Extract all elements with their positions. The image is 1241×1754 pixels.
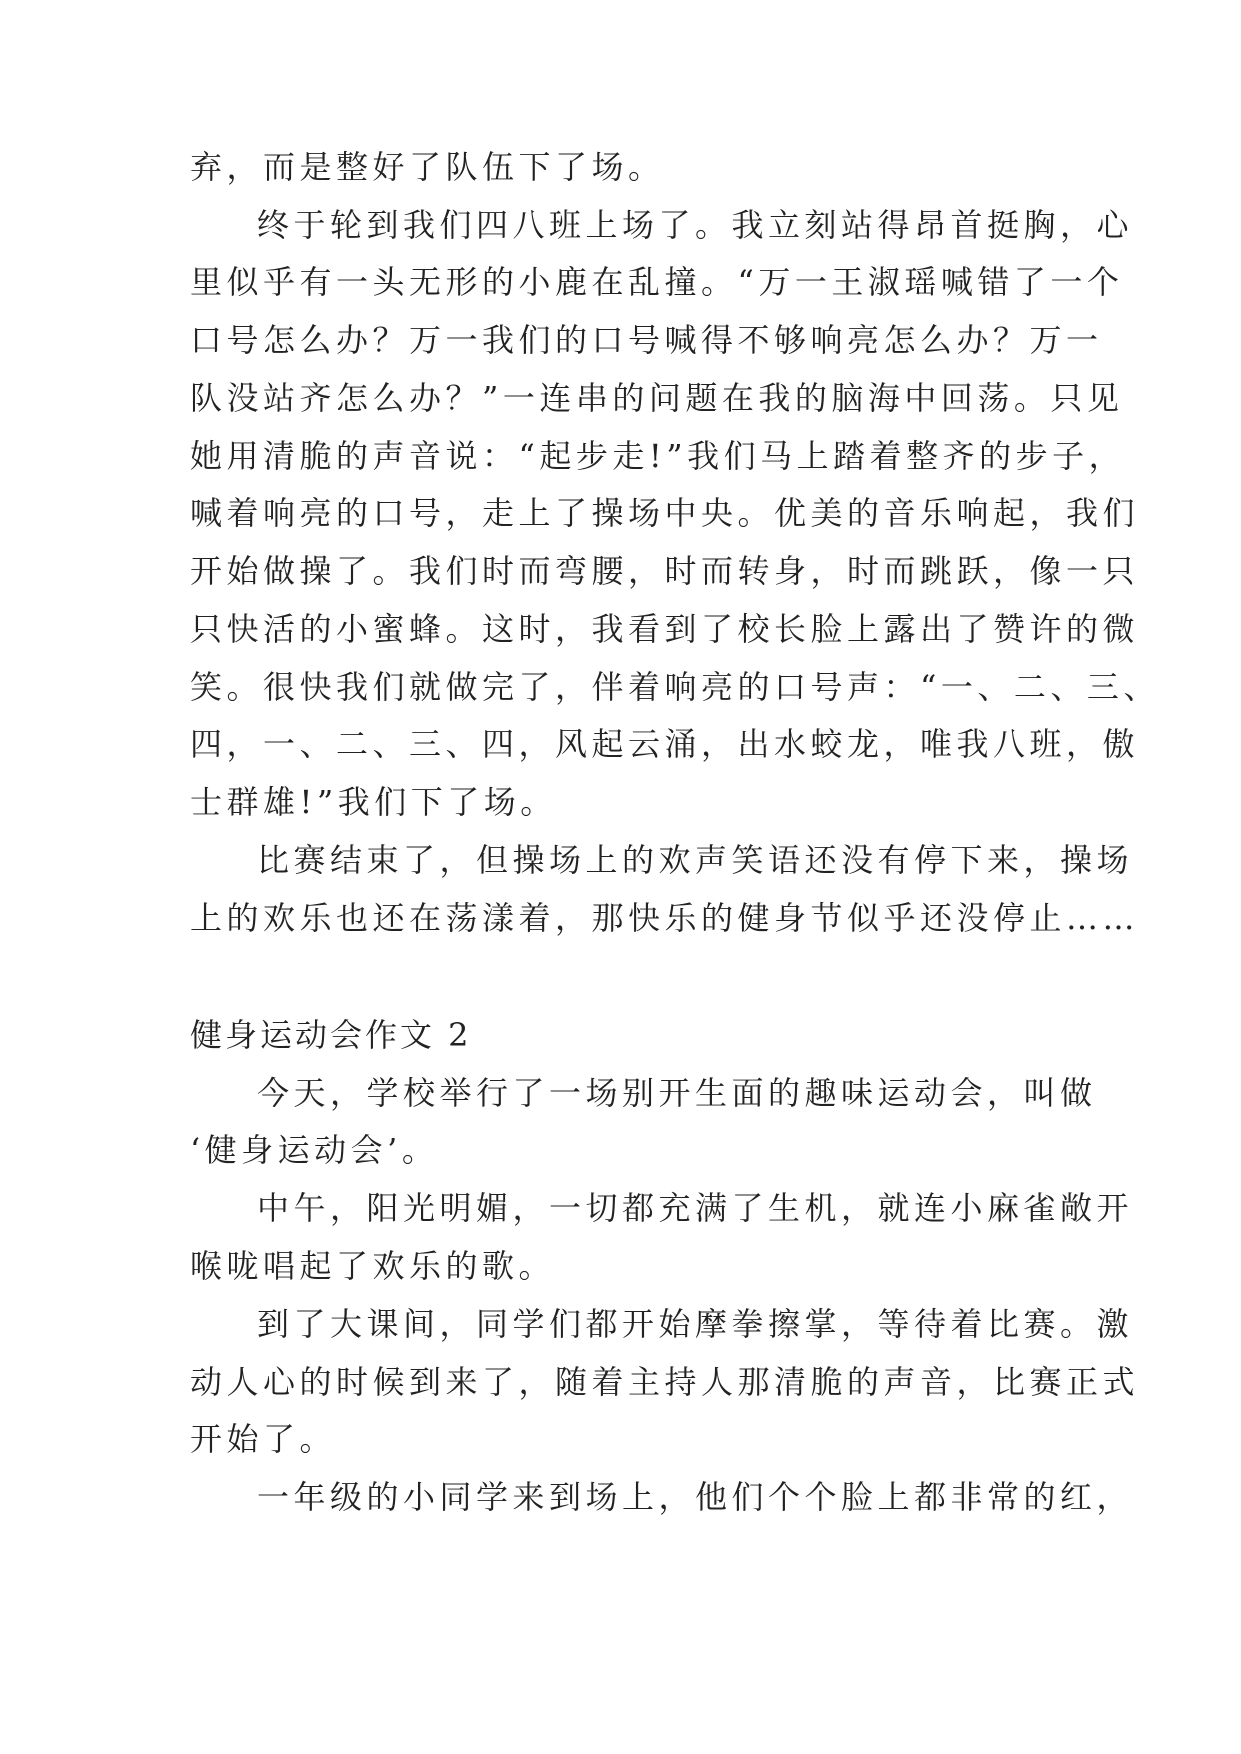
text-line: 她用清脆的声音说：“起步走!”我们马上踏着整齐的步子， [190,437,1126,475]
text-line: 动人心的时候到来了，随着主持人那清脆的声音，比赛正式 [190,1363,1140,1401]
paragraph-start-line: 到了大课间，同学们都开始摩拳擦掌，等待着比赛。激 [257,1305,1134,1343]
paragraph-start-line: 中午，阳光明媚，一切都充满了生机，就连小麻雀敞开 [257,1189,1134,1227]
text-line: 里似乎有一头无形的小鹿在乱撞。“万一王淑瑶喊错了一个 [190,263,1124,301]
text-line: 只快活的小蜜蜂。这时，我看到了校长脸上露出了赞许的微 [190,610,1140,648]
paragraph-start-line: 今天，学校举行了一场别开生面的趣味运动会，叫做 [257,1074,1097,1112]
text-line: 笑。很快我们就做完了，伴着响亮的口号声：“一、二、三、 [190,668,1160,706]
text-line: 喉咙唱起了欢乐的歌。 [190,1247,556,1285]
paragraph-start-line: 终于轮到我们四八班上场了。我立刻站得昂首挺胸，心 [257,206,1134,244]
text-line: ‘健身运动会’。 [190,1131,439,1169]
text-line: 四，一、二、三、四，风起云涌，出水蛟龙，唯我八班，傲 [190,725,1140,763]
text-line: 口号怎么办？万一我们的口号喊得不够响亮怎么办？万一 [190,321,1103,359]
text-line: 喊着响亮的口号，走上了操场中央。优美的音乐响起，我们 [190,494,1140,532]
text-line: 队没站齐怎么办？”一连串的问题在我的脑海中回荡。只见 [190,379,1124,417]
text-line: 弃，而是整好了队伍下了场。 [190,148,665,186]
text-line: 上的欢乐也还在荡漾着，那快乐的健身节似乎还没停止…… [190,899,1140,937]
paragraph-start-line: 一年级的小同学来到场上，他们个个脸上都非常的红， [257,1478,1134,1516]
paragraph-start-line: 比赛结束了，但操场上的欢声笑语还没有停下来，操场 [257,841,1134,879]
text-line: 士群雄!”我们下了场。 [190,783,557,821]
text-line: 开始做操了。我们时而弯腰，时而转身，时而跳跃，像一只 [190,552,1140,590]
section-heading: 健身运动会作文 2 [190,1016,472,1054]
text-line: 开始了。 [190,1420,337,1458]
